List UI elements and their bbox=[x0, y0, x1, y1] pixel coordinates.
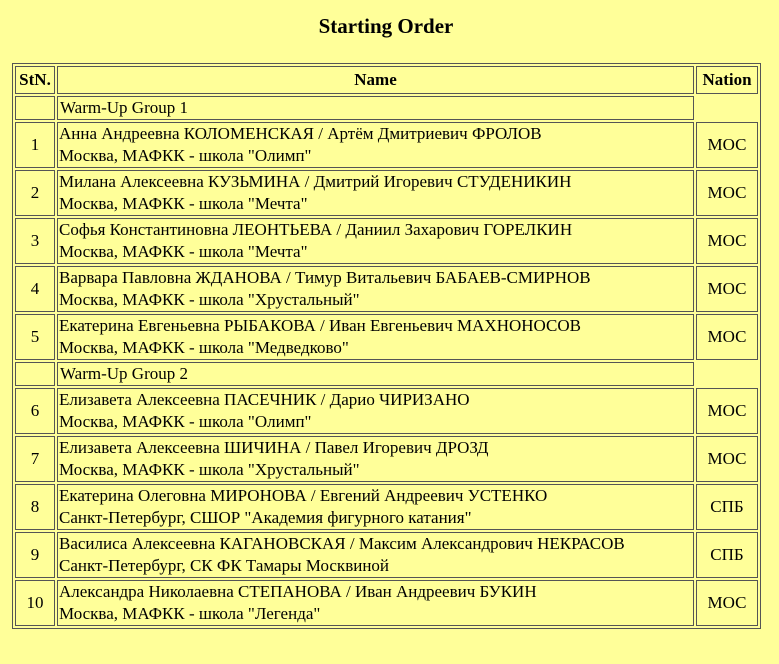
skater-names: Варвара Павловна ЖДАНОВА / Тимур Витальевич БАБАЕВ-СМИРНОВ bbox=[59, 268, 591, 287]
table-row bbox=[15, 436, 758, 482]
table-row bbox=[15, 122, 758, 168]
skater-names: Василиса Алексеевна КАГАНОВСКАЯ / Максим Александрович НЕКРАСОВ bbox=[59, 534, 625, 553]
skaters-cell bbox=[57, 580, 694, 626]
starting-number: 10 bbox=[15, 580, 55, 626]
club: Санкт-Петербург, СК ФК Тамары Москвиной bbox=[59, 556, 390, 575]
starting-number: 8 bbox=[15, 484, 55, 530]
skaters-cell bbox=[57, 436, 694, 482]
skaters-cell bbox=[57, 218, 694, 264]
group-empty-cell bbox=[15, 96, 55, 120]
table-row bbox=[15, 388, 758, 434]
club: Санкт-Петербург, СШОР "Академия фигурного катания" bbox=[59, 508, 472, 527]
club: Москва, МАФКК - школа "Хрустальный" bbox=[59, 290, 360, 309]
table-row bbox=[15, 170, 758, 216]
nation: МОС bbox=[696, 218, 758, 264]
nation: МОС bbox=[696, 314, 758, 360]
skater-names: Анна Андреевна КОЛОМЕНСКАЯ / Артём Дмитриевич ФРОЛОВ bbox=[59, 124, 542, 143]
group-row bbox=[15, 362, 758, 386]
header-nation: Nation bbox=[696, 66, 758, 94]
header-name: Name bbox=[57, 66, 694, 94]
nation: МОС bbox=[696, 388, 758, 434]
skater-names: Елизавета Алексеевна ПАСЕЧНИК / Дарио ЧИРИЗАНО bbox=[59, 390, 470, 409]
club: Москва, МАФКК - школа "Мечта" bbox=[59, 194, 308, 213]
skaters-cell bbox=[57, 314, 694, 360]
skaters-cell bbox=[57, 266, 694, 312]
skaters-cell bbox=[57, 532, 694, 578]
nation: МОС bbox=[696, 580, 758, 626]
group-label: Warm-Up Group 1 bbox=[57, 96, 694, 120]
header-stn: StN. bbox=[15, 66, 55, 94]
skaters-cell bbox=[57, 122, 694, 168]
table-header-row bbox=[15, 66, 758, 94]
skater-names: Екатерина Евгеньевна РЫБАКОВА / Иван Евгеньевич МАХНОНОСОВ bbox=[59, 316, 581, 335]
skater-names: Елизавета Алексеевна ШИЧИНА / Павел Игоревич ДРОЗД bbox=[59, 438, 489, 457]
nation: МОС bbox=[696, 122, 758, 168]
table-row bbox=[15, 532, 758, 578]
skaters-cell bbox=[57, 388, 694, 434]
group-empty-cell bbox=[15, 362, 55, 386]
starting-number: 2 bbox=[15, 170, 55, 216]
skaters-cell bbox=[57, 484, 694, 530]
skater-names: Александра Николаевна СТЕПАНОВА / Иван Андреевич БУКИН bbox=[59, 582, 537, 601]
skaters-cell bbox=[57, 170, 694, 216]
group-empty-cell bbox=[696, 96, 758, 120]
nation: МОС bbox=[696, 170, 758, 216]
skater-names: Милана Алексеевна КУЗЬМИНА / Дмитрий Игоревич СТУДЕНИКИН bbox=[59, 172, 572, 191]
starting-number: 6 bbox=[15, 388, 55, 434]
group-label: Warm-Up Group 2 bbox=[57, 362, 694, 386]
club: Москва, МАФКК - школа "Олимп" bbox=[59, 412, 312, 431]
skater-names: Екатерина Олеговна МИРОНОВА / Евгений Андреевич УСТЕНКО bbox=[59, 486, 548, 505]
club: Москва, МАФКК - школа "Медведково" bbox=[59, 338, 349, 357]
club: Москва, МАФКК - школа "Хрустальный" bbox=[59, 460, 360, 479]
starting-number: 1 bbox=[15, 122, 55, 168]
starting-number: 4 bbox=[15, 266, 55, 312]
skater-names: Софья Константиновна ЛЕОНТЬЕВА / Даниил Захарович ГОРЕЛКИН bbox=[59, 220, 573, 239]
nation: МОС bbox=[696, 266, 758, 312]
starting-number: 5 bbox=[15, 314, 55, 360]
group-empty-cell bbox=[696, 362, 758, 386]
club: Москва, МАФКК - школа "Олимп" bbox=[59, 146, 312, 165]
starting-order-table bbox=[12, 63, 761, 629]
nation: МОС bbox=[696, 436, 758, 482]
page-title: Starting Order bbox=[318, 14, 454, 38]
table-row bbox=[15, 580, 758, 626]
club: Москва, МАФКК - школа "Легенда" bbox=[59, 604, 321, 623]
club: Москва, МАФКК - школа "Мечта" bbox=[59, 242, 308, 261]
starting-number: 9 bbox=[15, 532, 55, 578]
table-row bbox=[15, 266, 758, 312]
table-row bbox=[15, 314, 758, 360]
table-row bbox=[15, 218, 758, 264]
nation: СПБ bbox=[696, 484, 758, 530]
table-row bbox=[15, 484, 758, 530]
nation: СПБ bbox=[696, 532, 758, 578]
group-row bbox=[15, 96, 758, 120]
starting-number: 7 bbox=[15, 436, 55, 482]
starting-number: 3 bbox=[15, 218, 55, 264]
